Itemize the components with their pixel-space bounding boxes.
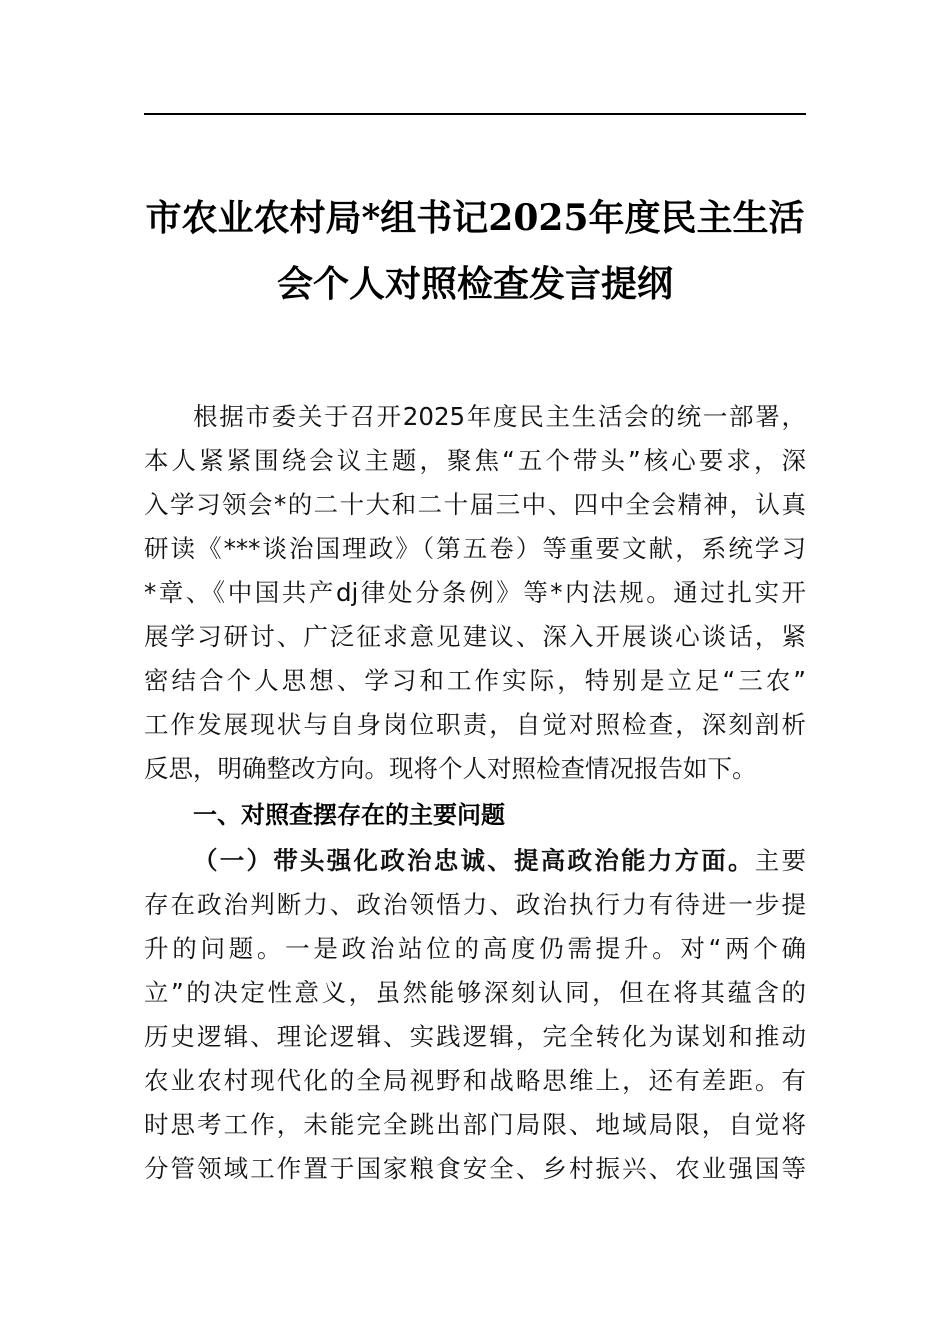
intro-paragraph-line: 密结合个人思想、学习和工作实际，特别是立足“三农” <box>144 666 806 695</box>
subsection-paragraph-line: 农业农村现代化的全局视野和战略思维上，还有差距。有 <box>144 1066 806 1095</box>
intro-paragraph-line: 工作发展现状与自身岗位职责，自觉对照检查，深刻剖析 <box>144 710 806 739</box>
subsection-paragraph-line: 升的问题。一是政治站位的高度仍需提升。对“两个确 <box>144 934 806 963</box>
intro-paragraph-line: 展学习研讨、广泛征求意见建议、深入开展谈心谈话，紧 <box>144 622 806 651</box>
subsection-paragraph-line: 存在政治判断力、政治领悟力、政治执行力有待进一步提 <box>144 890 806 919</box>
subsection-paragraph-line: 历史逻辑、理论逻辑、实践逻辑，完全转化为谋划和推动 <box>144 1022 806 1051</box>
intro-paragraph-line: 本人紧紧围绕会议主题，聚焦“五个带头”核心要求，深 <box>144 446 806 475</box>
intro-paragraph-line: *章、《中国共产dj律处分条例》等*内法规。通过扎实开 <box>144 578 806 607</box>
subsection-lead: （一）带头强化政治忠诚、提高政治能力方面。 <box>193 846 755 875</box>
intro-paragraph-line: 根据市委关于召开2025年度民主生活会的统一部署， <box>193 402 806 431</box>
subsection-paragraph-line: 时思考工作，未能完全跳出部门局限、地域局限，自觉将 <box>144 1110 806 1139</box>
subsection-paragraph-line: 立”的决定性意义，虽然能够深刻认同，但在将其蕴含的 <box>144 978 806 1007</box>
document-title-line-2: 会个人对照检查发言提纲 <box>276 263 673 305</box>
subsection-paragraph-line: 分管领域工作置于国家粮食安全、乡村振兴、农业强国等 <box>144 1154 806 1183</box>
subsection-lead-tail: 主要 <box>754 846 806 875</box>
intro-paragraph-line: 反思，明确整改方向。现将个人对照检查情况报告如下。 <box>144 754 757 783</box>
intro-paragraph-line: 研读《***谈治国理政》（第五卷）等重要文献，系统学习 <box>144 534 806 563</box>
intro-paragraph-line: 入学习领会*的二十大和二十届三中、四中全会精神，认真 <box>144 490 806 519</box>
document-title-line-1: 市农业农村局*组书记2025年度民主生活 <box>145 197 805 239</box>
header-rule <box>144 113 806 115</box>
section-heading: 一、对照查摆存在的主要问题 <box>193 801 505 829</box>
subsection-first-line <box>193 846 806 876</box>
